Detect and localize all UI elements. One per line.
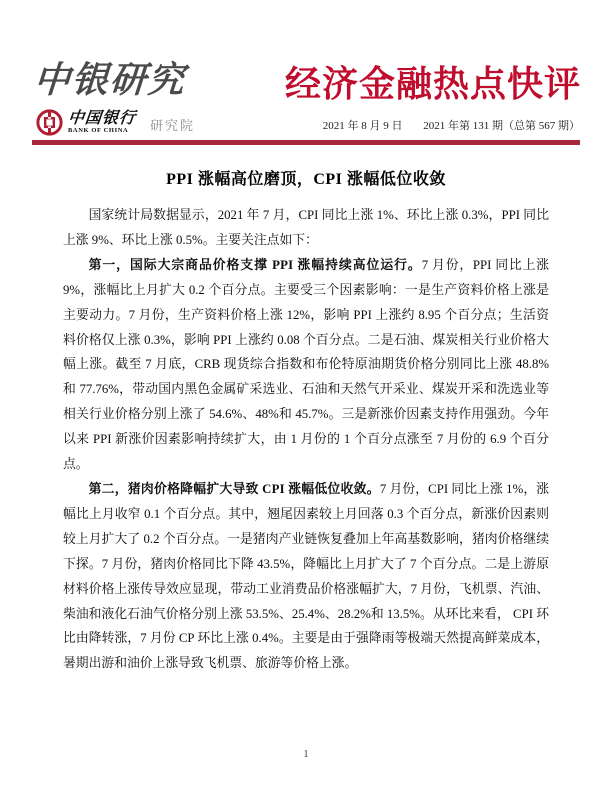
- paragraph-point-two-text: 7 月份，CPI 同比上涨 1%，涨幅比上月收窄 0.1 个百分点。其中，翘尾因素较上月回落 0.3 个百分点，新涨价因素则较上月扩大了 0.2 个百分点。一是猪肉产业链恢复叠加上年高基数影响，猪肉价格继续下探。7 月份，猪肉价格同比下降 43.5%，降幅比上月扩大了 7 个百分点。二是上游原材料价格上涨传导效应显现，带动工业消费品价格涨幅扩大，7 月份，飞机票、汽油、柴油和液化石油气价格分别上涨 53.5%、25.4%、28.2%和 13.5%。从环比来看， CPI 环比由降转涨，7 月份 CP 环比上涨 0.4%。主要是由于强降雨等极端天然提高鲜菜成本，暑期出游和油价上涨导致飞机票、旅游等价格上涨。: [63, 481, 550, 671]
- paragraph-point-one-lead: 第一，国际大宗商品价格支撑 PPI 涨幅持续高位运行。: [88, 257, 422, 272]
- bank-of-china-emblem-icon: [36, 109, 63, 136]
- header-divider-rule: [32, 140, 580, 145]
- bank-name-cn: 中国银行: [67, 108, 138, 128]
- issue-number: 2021 年第 131 期（总第 567 期）: [423, 120, 580, 132]
- article-paragraphs: [63, 203, 549, 676]
- paragraph-point-two: [63, 477, 549, 676]
- paragraph-point-one-text: 7 月份，PPI 同比上涨 9%，涨幅比上月扩大 0.2 个百分点。主要受三个因素影响：一是生产资料价格上涨是主要动力。7 月份，生产资料价格上涨 12%，影响 PPI 上涨约 8.95 个百分点；生活资料价格仅上涨 0.3%，影响 PPI 上涨约 0.08 个百分点。二是石油、煤炭相关行业价格大幅上涨。截至 7 月底，CRB 现货综合指数和布伦特原油期货价格分别同比上涨 48.8%和 77.76%，带动国内黑色金属矿采选业、石油和天然气开采业、煤炭开采和洗选业等相关行业价格分别上涨了 54.6%、48%和 45.7%。三是新涨价因素支持作用强劲。今年以来 PPI 新涨价因素影响持续扩大，由 1 月份的 1 个百分点涨至 7 月份的 6.9 个百分点。: [63, 257, 549, 472]
- article-title: PPI 涨幅高位磨顶，CPI 涨幅低位收敛: [166, 171, 446, 188]
- zhongyin-research-calligraphy-logo: 中银研究: [32, 59, 188, 101]
- paragraph-point-two-lead: 第二，猪肉价格降幅扩大导致 CPI 涨幅低位收敛。: [88, 481, 380, 496]
- paragraph-intro: [63, 203, 549, 253]
- article-body: [63, 166, 549, 676]
- publication-title: 经济金融热点快评: [284, 63, 581, 104]
- issue-row: [323, 117, 580, 133]
- bank-of-china-wordmark: [68, 110, 136, 135]
- publication-date: 2021 年 8 月 9 日: [322, 120, 403, 132]
- paragraph-point-one: [63, 253, 549, 477]
- bank-name-en: BANK OF CHINA: [68, 127, 129, 135]
- bank-brand-row: [36, 109, 195, 136]
- division-label: 研究院: [150, 118, 196, 133]
- paragraph-intro-text: 国家统计局数据显示，2021 年 7 月，CPI 同比上涨 1%、环比上涨 0.3%，PPI 同比上涨 9%、环比上涨 0.5%。主要关注点如下：: [63, 208, 549, 247]
- page-number: 1: [303, 749, 309, 760]
